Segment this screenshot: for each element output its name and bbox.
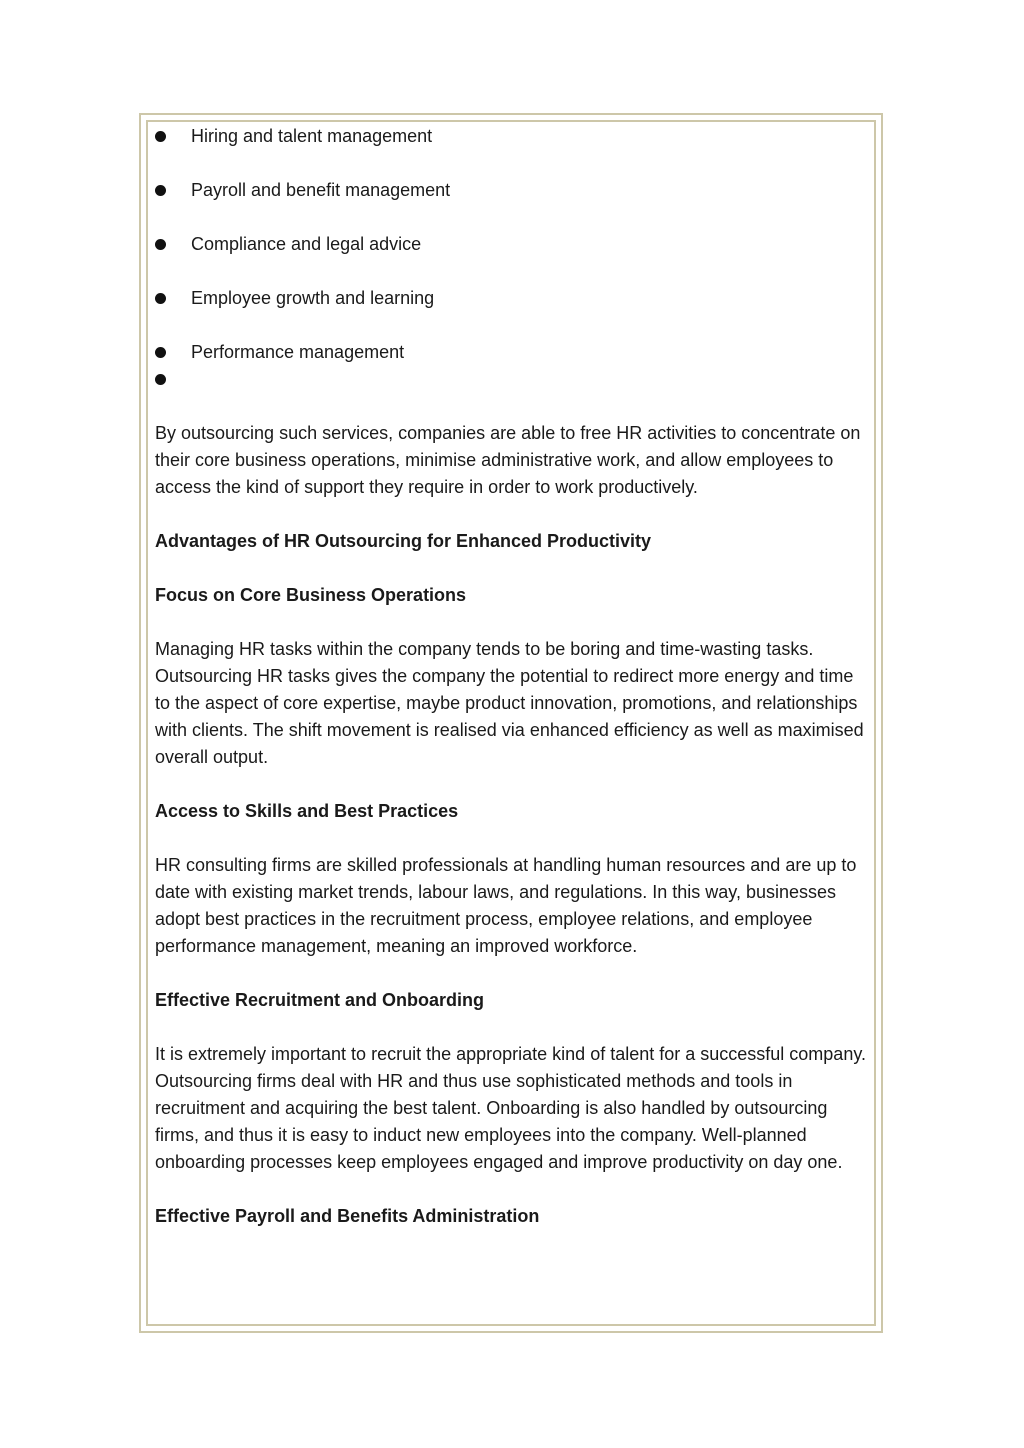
bullet-text: Employee growth and learning xyxy=(191,288,435,308)
subsection-body: HR consulting firms are skilled professionals at handling human resources and are up to date with existing market trends, labour laws, and regulations. In this way, businesses adopt best practices in the recruitment process, employee relations, and employee performance management, meaning an improved workforce. xyxy=(155,855,857,956)
intro-paragraph: By outsourcing such services, companies are able to free HR activities to concentrate on their core business operations, minimise administrative work, and allow employees to access the kind of support they require in order to work productively. xyxy=(155,423,861,497)
bullet-icon xyxy=(155,131,166,142)
list-item xyxy=(155,231,870,258)
subsection-heading: Effective Payroll and Benefits Administration xyxy=(155,1206,540,1226)
list-item xyxy=(155,123,870,150)
subsection-body: Managing HR tasks within the company tends to be boring and time-wasting tasks. Outsourcing HR tasks gives the company the potential to redirect more energy and time to the aspect of core expertise, maybe product innovation, promotions, and relationships with clients. The shift movement is realised via enhanced efficiency as well as maximised overall output. xyxy=(155,639,864,767)
list-item xyxy=(155,366,870,393)
list-item xyxy=(155,285,870,312)
bullet-icon xyxy=(155,293,166,304)
subsection-body: It is extremely important to recruit the appropriate kind of talent for a successful company. Outsourcing firms deal with HR and thus use sophisticated methods and tools in recruitment and acquiring the best talent. Onboarding is also handled by outsourcing firms, and thus it is easy to induct new employees into the company. Well-planned onboarding processes keep employees engaged and improve productivity on day one. xyxy=(155,1044,866,1172)
services-bullet-list xyxy=(155,123,870,393)
subsection-heading: Focus on Core Business Operations xyxy=(155,585,467,605)
subsection-heading: Access to Skills and Best Practices xyxy=(155,801,459,821)
bullet-icon xyxy=(155,374,166,385)
bullet-text: Performance management xyxy=(191,342,405,362)
bullet-icon xyxy=(155,185,166,196)
list-item xyxy=(155,339,870,366)
bullet-text: Hiring and talent management xyxy=(191,126,433,146)
section-heading: Advantages of HR Outsourcing for Enhanced Productivity xyxy=(155,531,652,551)
bullet-icon xyxy=(155,239,166,250)
bullet-text: Payroll and benefit management xyxy=(191,180,451,200)
subsection-heading: Effective Recruitment and Onboarding xyxy=(155,990,485,1010)
bullet-text: Compliance and legal advice xyxy=(191,234,422,254)
list-item xyxy=(155,177,870,204)
document-content xyxy=(155,123,870,1230)
bullet-icon xyxy=(155,347,166,358)
